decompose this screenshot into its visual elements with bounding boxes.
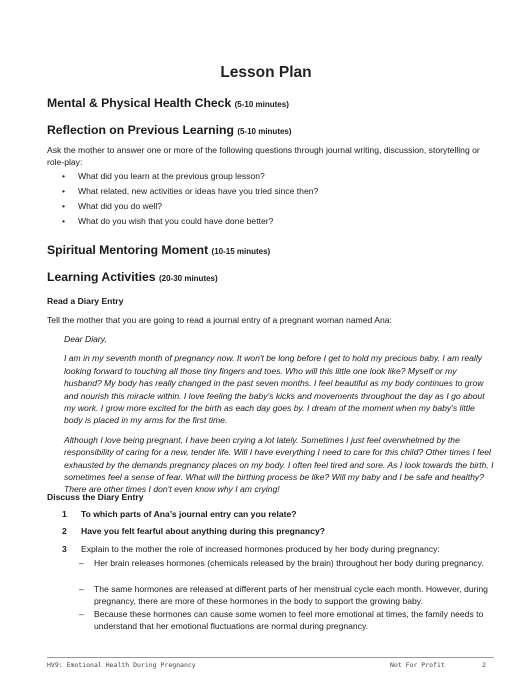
bullet-icon: • xyxy=(62,186,66,196)
list-item: • What related, new activities or ideas have you tried since then? xyxy=(62,186,319,196)
activities-heading xyxy=(47,270,218,284)
dash-bullet-icon: – xyxy=(79,609,84,619)
health-check-heading xyxy=(47,96,289,110)
reflection-bullet-list xyxy=(62,170,318,230)
list-item: • What did you learn at the previous group lesson? xyxy=(62,171,265,181)
page-title: Lesson Plan xyxy=(220,64,312,81)
spiritual-heading xyxy=(47,243,270,257)
read-diary-intro: Tell the mother that you are going to read a journal entry of a pregnant woman named Ana: xyxy=(47,315,392,325)
reflection-heading xyxy=(47,123,292,137)
footer-page-number: 2 xyxy=(482,661,486,669)
discuss-diary-heading: Discuss the Diary Entry xyxy=(47,492,144,502)
health-check-duration: (5-10 minutes) xyxy=(234,100,289,109)
footer-not-for-profit: Not For Profit xyxy=(390,661,445,669)
reflection-intro: Ask the mother to answer one or more of the following questions through journal writing, discussion, storytelling or role-play: xyxy=(47,145,480,168)
health-check-title: Mental & Physical Health Check xyxy=(47,96,232,110)
read-diary-heading: Read a Diary Entry xyxy=(47,296,124,306)
footer-divider xyxy=(47,657,494,658)
dash-bullet-icon: – xyxy=(79,584,84,594)
activities-duration: (20-30 minutes) xyxy=(158,274,218,283)
diary-paragraph: I am in my seventh month of pregnancy now. It won't be long before I get to hold my precious baby. I am really looking forward to touching all those tiny fingers and toes. Who will this little one look like? Myself or my husband? My body has really changed in the past seven months. I feel beautiful as my body continues to grow and nourish this miracle within. I love feeling the baby's kicks and movements throughout the day as I go about my work. I grow more excited for the birth as each day goes by. I dream of the moment when my baby's little body is placed in my arms for the first time. xyxy=(64,353,485,426)
dash-bullet-icon: – xyxy=(79,558,84,568)
spiritual-duration: (10-15 minutes) xyxy=(211,247,271,256)
diary-salutation: Dear Diary, xyxy=(64,334,107,344)
bullet-icon: • xyxy=(62,216,66,226)
spiritual-title: Spiritual Mentoring Moment xyxy=(47,243,209,257)
reflection-title: Reflection on Previous Learning xyxy=(47,123,234,137)
reflection-duration: (5-10 minutes) xyxy=(237,127,292,136)
bullet-icon: • xyxy=(62,171,66,181)
list-item: • What do you wish that you could have done better? xyxy=(62,216,274,226)
bullet-icon: • xyxy=(62,201,66,211)
list-item: • What did you do well? xyxy=(62,201,163,211)
footer-document-name: HV9: Emotional Health During Pregnancy xyxy=(47,661,196,669)
diary-paragraph: Although I love being pregnant, I have been crying a lot lately. Sometimes I just feel overwhelmed by the responsibility of caring for a new, tender life. Will I have everything I need to care for this child? Other times I feel exhausted by the demands pregnancy places on my body. I often feel tired and sore. As I look towards the birth, I sometimes feel a sense of fear. What will the birthing process be like? Will my baby and I be safe and healthy? There are other times I don't even know why I am crying! xyxy=(64,434,494,495)
document-page: Lesson Plan Mental & Physical Health Check (5-10 minutes) Reflection on Previous Learning (5-10 minutes) Ask the mother to answer one or more of the following questions through journal writing, discussion, storytelling or role-play: • What did you learn at the previous group lesson? • What related, new activities or ideas have you tried since then? • What did you do well? • What do you wish that you could have done better? Spiritual Mentoring Moment (10-15 minutes) Learning Activities (20-30 minutes) Read a Diary Entry Tell the mother that you are going to read a journal entry of a pregnant woman named Ana: Dear Diary, I am in my seventh month of pregnancy now. It won't be long before I get to hold my precious baby. I am really looking forward to touching all those tiny fingers and toes. Who will this little one look like? Myself or my husband? My body has really changed in the past seven months. I feel beautiful as my body continues to grow and nourish this miracle within. I love feeling the baby's kicks and movements throughout the day as I go about my work. I grow more excited for the birth as each day goes by. I dream of the moment when my baby's little body is placed in my arms for the first time. Although I love being pregnant, I have been crying a lot lately. Sometimes I just feel overwhelmed by the responsibility of caring for a new, tender life. Will I have everything I need to care for this child? Other times I feel exhausted by the demands pregnancy places on my body. I often feel tired and sore. As I look towards the birth, I sometimes feel a sense of fear. What will the birthing process be like? Will my baby and I be safe and healthy? There are other times I don't even know why I am crying! Discuss the Diary Entry 1 To which parts of Ana’s journal entry can you relate? 2 Have you felt fearful about anything during this pregnancy? 3 Explain to the mother the role of increased hormones produced by her body during pregnancy: – Her brain releases hormones (chemicals released by the brain) throughout her body during pregnancy. – The same hormones are released at different parts of her menstrual cycle each month. However, during pregnancy, there are more of these hormones in the body to support the growing baby. – Because these hormones can cause some women to feel more emotional at times, the family needs to understand that her emotional fluctuations are normal during pregnancy. HV9: Emotional Health During Pregnancy Not For Profit 2 xyxy=(0,0,532,688)
diary-entry xyxy=(64,333,494,503)
activities-title: Learning Activities xyxy=(47,270,156,284)
